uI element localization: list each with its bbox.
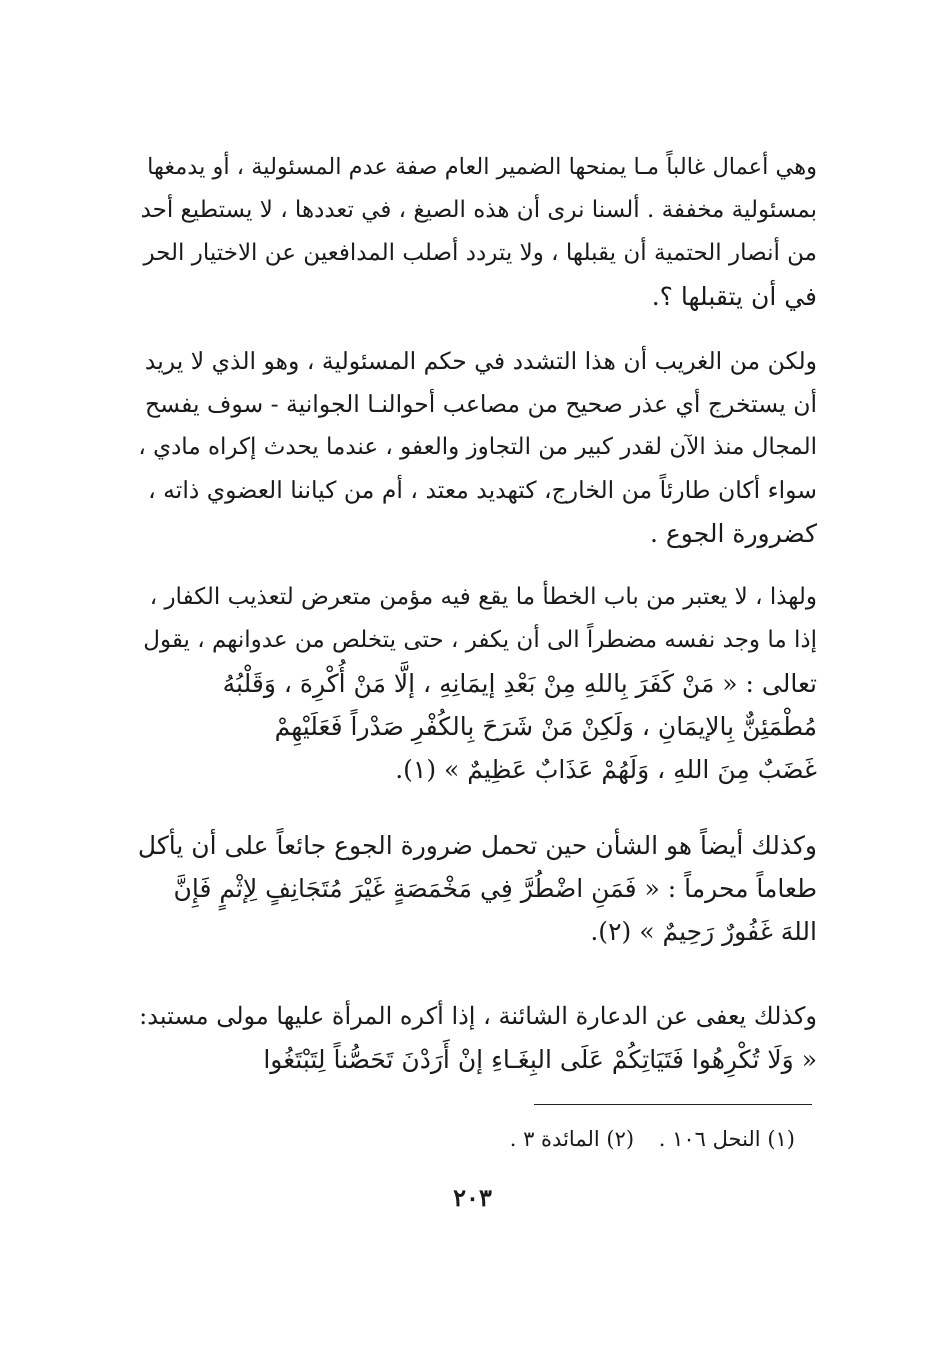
text-line: إذا ما وجد نفسه مضطراً الى أن يكفر ، حتى يتخلص من عدوانهم ، يقول — [143, 627, 817, 653]
quran-quote-line: « وَلَا تُكْرِهُوا فَتَيَاتِكُمْ عَلَى البِغَـاءِ إنْ أَرَدْنَ تَحَصُّناً لِتَبْتَغُوا — [263, 1045, 817, 1074]
page-number: ٢٠٣ — [453, 1183, 492, 1212]
quran-quote-line: اللهَ غَفُورٌ رَحِيمٌ » (٢). — [590, 917, 817, 946]
text-line: ولكن من الغريب أن هذا التشدد في حكم المسئولية ، وهو الذي لا يريد — [144, 347, 817, 375]
text-line: أن يستخرج أي عذر صحيح من مصاعب أحوالنـا الجوانية - سوف يفسح — [144, 390, 817, 418]
quran-quote-line: تعالى : « مَنْ كَفَرَ بِاللهِ مِنْ بَعْدِ إيمَانِهِ ، إلَّا مَنْ أُكْرِهَ ، وَقَلْبُهُ — [222, 669, 817, 698]
text-line: ولهذا ، لا يعتبر من باب الخطأ ما يقع فيه مؤمن متعرض لتعذيب الكفار ، — [149, 584, 817, 610]
text-line: كضرورة الجوع . — [650, 519, 817, 548]
footnote-1: (١) النحل ١٠٦ . — [658, 1127, 795, 1151]
paragraph — [137, 340, 817, 555]
paragraph — [137, 576, 817, 791]
text-line: في أن يتقبلها ؟. — [651, 282, 817, 311]
footnotes — [492, 1124, 795, 1154]
footnote-divider — [534, 1104, 812, 1105]
text-line: وكذلك أيضاً هو الشأن حين تحمل ضرورة الجوع جائعاً على أن يأكل — [137, 831, 817, 860]
footnote-2: (٢) المائدة ٣ . — [509, 1127, 635, 1151]
text-line: من أنصار الحتمية أن يقبلها ، ولا يتردد أصلب المدافعين عن الاختيار الحر — [143, 240, 817, 266]
quran-quote-line: طعاماً محرماً : « فَمَنِ اضْطُرَّ فِي مَخْمَصَةٍ غَيْرَ مُتَجَانِفٍ لِإثْمٍ فَإِنَّ — [173, 874, 817, 903]
text-line: المجال منذ الآن لقدر كبير من التجاوز والعفو ، عندما يحدث إكراه مادي ، — [138, 434, 817, 460]
quran-quote-line: غَضَبٌ مِنَ اللهِ ، وَلَهُمْ عَذَابٌ عَظِيمٌ » (١). — [395, 755, 817, 784]
quran-quote-line: مُطْمَئِنٌّ بِالإيمَانِ ، وَلَكِنْ مَنْ شَرَحَ بِالكُفْرِ صَدْراً فَعَلَيْهِمْ — [274, 712, 817, 741]
text-line: بمسئولية مخففة . ألسنا نرى أن هذه الصيغ ، في تعددها ، لا يستطيع أحد — [140, 197, 817, 223]
paragraph — [137, 146, 817, 318]
paragraph — [137, 824, 817, 953]
text-line: وهي أعمال غالباً مـا يمنحها الضمير العام صفة عدم المسئولية ، أو يدمغها — [147, 154, 817, 180]
text-line: سواء أكان طارئاً من الخارج، كتهديد معتد ، أم من كياننا العضوي ذاته ، — [148, 476, 817, 504]
paragraph — [137, 995, 817, 1081]
text-line: وكذلك يعفى عن الدعارة الشائنة ، إذا أكره المرأة عليها مولى مستبد: — [139, 1002, 817, 1030]
